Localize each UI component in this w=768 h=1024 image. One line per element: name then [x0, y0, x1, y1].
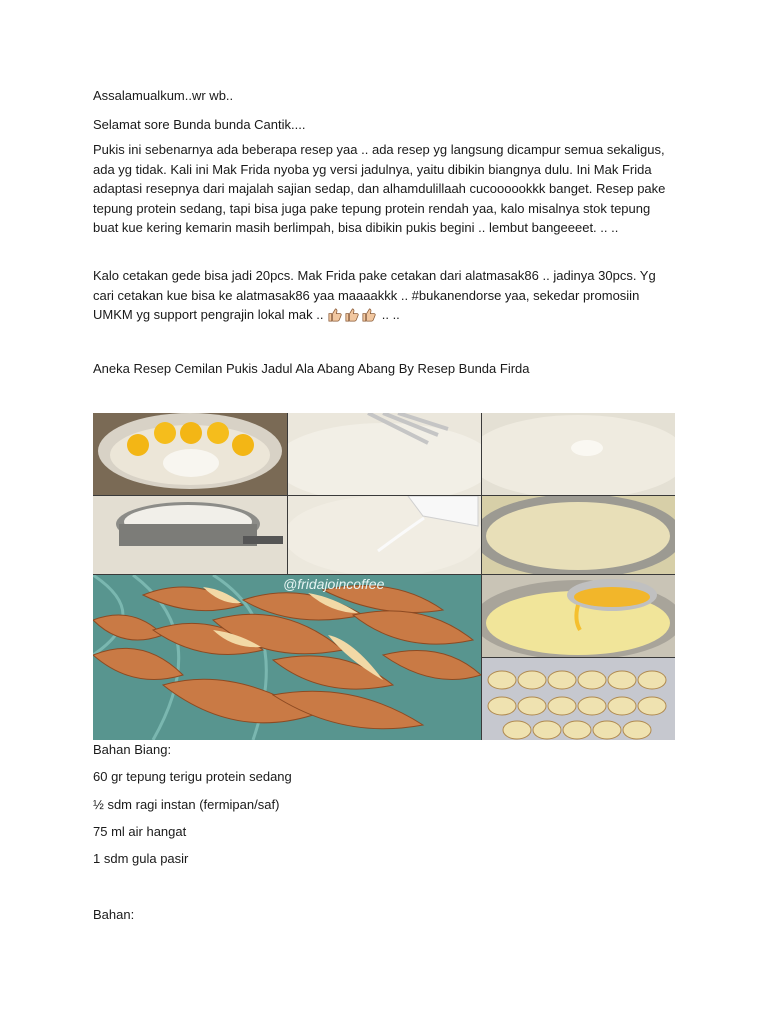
photo-pouring-milk — [288, 496, 481, 574]
thumbs-up-icon — [327, 307, 342, 322]
photo-batter-bowl — [482, 413, 675, 495]
photo-risen-batter — [482, 496, 675, 574]
starter-item: 60 gr tepung terigu protein sedang — [93, 769, 292, 784]
photo-mixing-batter — [288, 413, 481, 495]
ingredients-heading: Bahan: — [93, 907, 135, 922]
starter-item: 75 ml air hangat — [93, 824, 187, 839]
mold-text: Kalo cetakan gede bisa jadi 20pcs. Mak Frida pake cetakan dari alatmasak86 .. jadinya 30pcs. Yg cari cetakan kue bisa ke alatmasak86 yaa maaaakkk .. #bukanendorse yaa, sekedar promosiin UMKM yg support pengrajin lokal mak .. — [93, 268, 656, 322]
photo-sifting-flour — [93, 496, 287, 574]
starter-item: ½ sdm ragi instan (fermipan/saf) — [93, 797, 280, 812]
photo-baked-in-mold — [482, 658, 675, 740]
greeting-line: Assalamualkum..wr wb.. — [93, 88, 234, 103]
starter-item: 1 sdm gula pasir — [93, 851, 189, 866]
starter-heading: Bahan Biang: — [93, 742, 172, 757]
thumbs-up-icon — [361, 307, 376, 322]
salutation-line: Selamat sore Bunda bunda Cantik.... — [93, 117, 306, 132]
photo-watermark: @fridajoincoffee — [283, 576, 385, 592]
recipe-photo-collage — [93, 413, 675, 740]
mold-tail: .. .. — [381, 307, 400, 322]
intro-paragraph: Pukis ini sebenarnya ada beberapa resep yaa .. ada resep yg langsung dicampur semua sekaligus, ada yg tidak. Kali ini Mak Frida nyoba yg versi jadulnya, yaitu dibikin biangnya dulu. Ini Mak Frida adaptasi resepnya dari majalah sajian sedap, dan alhamdulillaah cucoooookkk banget. Resep pake tepung protein sedang, tapi bisa juga pake tepung protein rendah yaa, kalo misalnya stok tepung buat kue kering kemarin masih berlimpah, bisa dibikin pukis begini .. lembut bangeeeet. .. .. — [93, 142, 666, 235]
mold-paragraph — [93, 266, 678, 325]
photo-pukis-plate — [93, 575, 481, 740]
thumbs-up-icon — [344, 307, 359, 322]
recipe-title: Aneka Resep Cemilan Pukis Jadul Ala Abang Abang By Resep Bunda Firda — [93, 361, 530, 376]
photo-eggs-flour — [93, 413, 287, 495]
photo-adding-eggs — [482, 575, 675, 657]
